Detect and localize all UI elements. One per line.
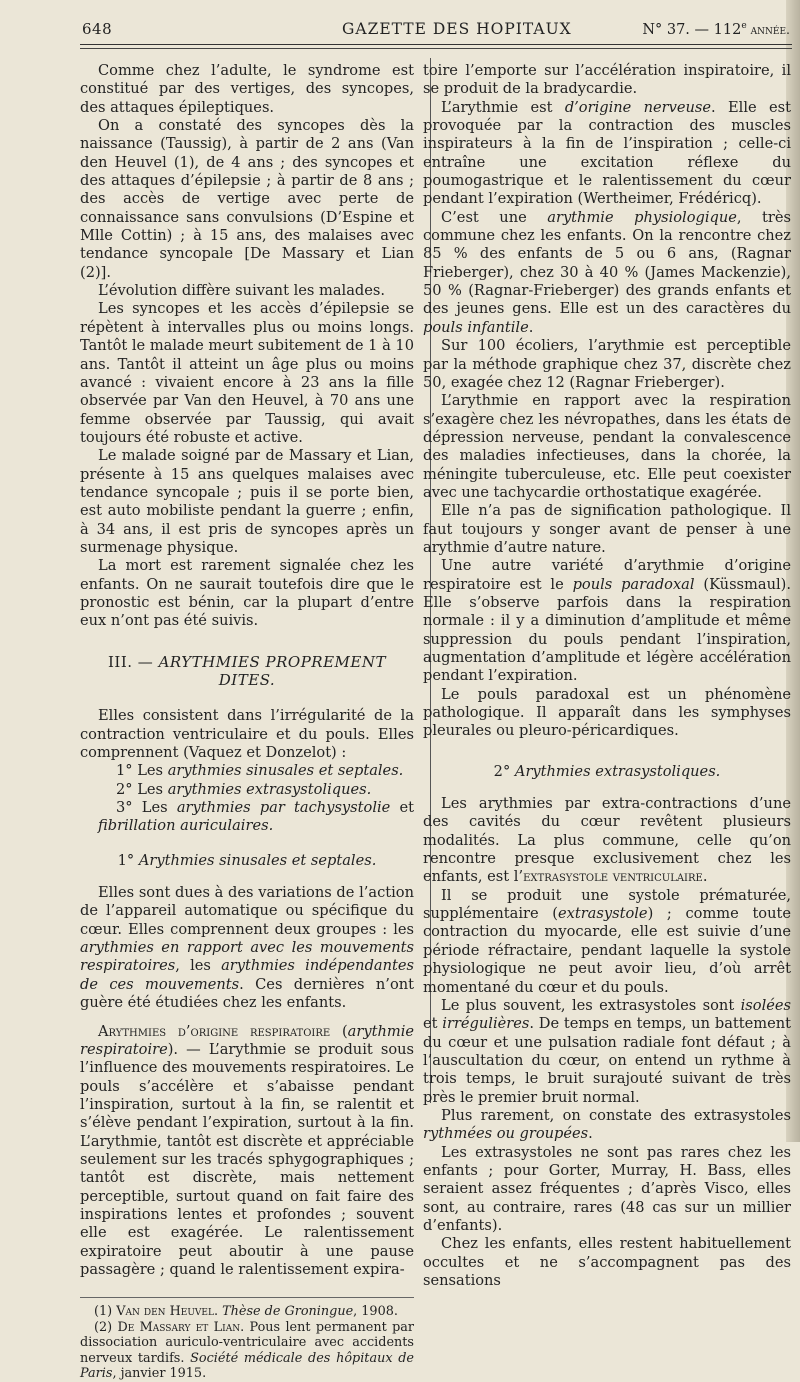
list-num: 3° Les [116, 799, 177, 817]
list-text: arythmies extrasystoliques. [167, 780, 372, 798]
journal-title: GAZETTE DES HOPITAUX [342, 20, 572, 38]
paragraph: L’évolution diffère suivant les malades. [98, 282, 386, 300]
text: extrasystole [557, 905, 648, 923]
text: L’arythmie est [441, 98, 565, 116]
text: (1) [94, 1304, 117, 1320]
subsection-heading [80, 852, 414, 870]
text: arythmie respiratoire [80, 1022, 414, 1058]
issue-year-label: année. [746, 21, 790, 37]
paragraph [423, 997, 791, 1107]
text: Plus rarement, on constate des extrasystoles [441, 1106, 791, 1124]
text: , les [175, 957, 222, 975]
footnotes [80, 1297, 414, 1382]
paragraph [423, 209, 791, 337]
list-num: 2° Les [116, 780, 168, 798]
text: . [528, 318, 534, 336]
list-text: arythmies sinusales et septales. [167, 762, 404, 780]
paragraph: La mort est rarement signalée chez les enfants. On ne saurait toutefois dire que le pronostic est bénin, car la plupart d’entre eux n’ont pas été suivis. [80, 557, 414, 630]
text: isolées [740, 996, 791, 1014]
subsection-title: Arythmies sinusales et septales. [138, 851, 377, 869]
text: , 1908. [353, 1304, 398, 1320]
paragraph: L’arythmie en rapport avec la respiration s’exagère chez les névropathes, dans les états de dépression nerveuse, pendant la convalescence des maladies infectieuses, dans la chorée, la méningite tuberculeuse, etc. Elle peut coexister avec une tachycardie orthostatique exagérée. [423, 392, 791, 501]
list-item [80, 781, 414, 799]
text: arythmie physiologique [547, 208, 737, 226]
list-text: arythmies par tachysystolie [176, 799, 391, 817]
paragraph: Elle n’a pas de signification pathologique. Il faut toujours y songer avant de penser à une arythmie d’autre nature. [423, 502, 791, 556]
paragraph [80, 884, 414, 1012]
footnote [80, 1320, 414, 1382]
paragraph: Chez les enfants, elles restent habituellement occultes et ne s’accompagnent pas des sensations [423, 1235, 791, 1289]
section-title-text: ARYTHMIES PROPREMENT DITES. [158, 652, 386, 689]
text: De Massary et Lian [117, 1319, 241, 1335]
issue-sup: e [741, 21, 747, 31]
subsection-heading [423, 763, 791, 781]
text: , janvier 1915. [112, 1366, 207, 1382]
header-rule [80, 44, 792, 45]
section-heading [80, 653, 414, 690]
text: . Pous lent permanent par dissociation auriculo-ventriculaire avec accidents nerveux tardifs. [80, 1319, 415, 1366]
paragraph [80, 1023, 414, 1280]
text: ( [330, 1022, 348, 1040]
list-text: fibrillation auriculaires. [98, 817, 274, 835]
text: . Elle est provoquée par la contraction des muscles inspirateurs à la fin de l’inspiration ; celle-ci entraîne une excitation réflexe du poumogastrique et le ralentissement du cœur pendant l’expiration (Wertheimer, Frédéricq). [423, 98, 791, 208]
text: . [702, 868, 708, 886]
text: C’est une [441, 208, 548, 226]
issue-info [642, 21, 790, 38]
text: Il se produit une systole prématurée, supplémentaire ( [423, 886, 791, 923]
paragraph: Les extrasystoles ne sont pas rares chez les enfants ; pour Gorter, Murray, H. Bass, elles seraient assez fréquentes ; d’après Visco, elles sont, au contraire, rares (48 cas sur un millier d’enfants). [423, 1143, 791, 1234]
paragraph: Elles consistent dans l’irrégularité de la contraction ventriculaire et du pouls. Elles comprennent (Vaquez et Donzelot) : [80, 707, 414, 762]
right-column [423, 62, 791, 1290]
text: ). — L’arythmie se produit sous l’influence des mouvements respiratoires. Le pouls s’accélère et s’abaisse pendant l’inspiration, surtout à la fin, se ralentit et s’élève pendant l’expiration, surtout à la fin. L’arythmie, tantôt est discrète et appréciable seulement sur les tracés sphygographiques ; tantôt est discrète, mais nettement perceptible, surtout quand on fait faire des inspirations lentes et profondes ; souvent elle est exagérée. Le ralentissement expiratoire peut aboutir à une pause passagère ; quand le ralentissement expira- [80, 1040, 414, 1278]
text: Société médicale des hôpitaux de Paris [80, 1350, 415, 1382]
text: . Ces dernières n’ont guère été étudiées chez les enfants. [80, 975, 414, 1012]
section-number: III. — [108, 652, 159, 671]
text: pouls paradoxal [572, 575, 695, 593]
text: Le plus souvent, les extrasystoles sont [441, 996, 741, 1014]
paragraph [423, 795, 791, 887]
page-number: 648 [82, 20, 113, 38]
paragraph: toire l’emporte sur l’accélération inspiratoire, il se produit de la bradycardie. [423, 62, 791, 98]
text: arythmies en rapport avec les mouvements respiratoires [80, 939, 414, 975]
list-num: 1° Les [116, 762, 168, 780]
text: Les arythmies par extra-contractions d’une des cavités du cœur revêtent plusieurs modalités. La plus commune, celle qu’on rencontre presque exclusivement chez les enfants, est l’ [423, 795, 791, 886]
text: . De temps en temps, un battement du cœur et une pulsation radiale font défaut ; à l’auscultation du cœur, on entend un rythme à trois temps, le bruit surajouté suivant de très près le premier bruit normal. [423, 1015, 792, 1106]
issue-number: N° 37. — 112 [642, 21, 742, 38]
text: rythmées ou groupées [423, 1125, 589, 1143]
text: Elles sont dues à des variations de l’action de l’appareil automatique ou spécifique du cœur. Elles comprennent deux groupes : les [80, 884, 414, 938]
paragraph: Comme chez l’adulte, le syndrome est constitué par des vertiges, des syncopes, des attaques épileptiques. [80, 62, 414, 116]
text: et [423, 1015, 443, 1033]
text: , très commune chez les enfants. On la rencontre chez 85 % des enfants de 5 ou 6 ans, (Ragnar Frieberger), chez 30 à 40 % (James Mackenzie), 50 % (Ragnar-Frieberger) des grands enfants et des jeunes gens. Elle est un des caractères du [423, 208, 791, 318]
paragraph: Les syncopes et les accès d’épilepsie se répètent à intervalles plus ou moins longs. Tantôt le malade meurt subitement de 1 à 10 ans. Tantôt il atteint un âge plus ou moins avancé : vivaient encore à 23 ans la fille observée par Van den Heuvel, à 70 ans une femme observée par Taussig, qui avait toujours été robuste et active. [80, 300, 414, 446]
text: extrasystole ventriculaire [523, 868, 703, 886]
header-rule-thin [80, 48, 792, 49]
subsection-title: Arythmies extrasystoliques. [514, 762, 721, 780]
text: . [588, 1125, 593, 1143]
paragraph: On a constaté des syncopes dès la naissance (Taussig), à partir de 2 ans (Van den Heuvel (1), de 4 ans ; des syncopes et des attaques d’épilepsie ; à partir de 8 ans ; des accès de vertige avec perte de connaissance sans convulsions (D’Espine et Mlle Cottin) ; à 15 ans, des malaises avec tendance syncopale [De Massary et Lian (2)]. [80, 117, 414, 281]
paragraph [423, 557, 791, 685]
footnote [80, 1304, 414, 1320]
paragraph [423, 1107, 791, 1144]
page-header [80, 16, 792, 44]
text: . [213, 1304, 223, 1320]
text: Thèse de Groningue [222, 1304, 354, 1320]
paragraph [423, 99, 791, 209]
paragraph [423, 887, 791, 997]
text: Arythmies d’origine respiratoire [98, 1022, 331, 1040]
text: (2) [94, 1319, 118, 1335]
text: pouls infantile [423, 318, 529, 336]
text: (Küssmaul). Elle s’observe parfois dans la respiration normale : il y a diminution d’amplitude et même suppression du pouls pendant l’inspiration, augmentation d’amplitude et légère accélération pendant l’expiration. [423, 575, 791, 685]
list-item [80, 762, 414, 780]
subsection-number: 2° [493, 762, 515, 780]
text: Van den Heuvel [116, 1304, 214, 1320]
text: arythmies indépendantes de ces mouvements [80, 957, 415, 993]
paragraph: Le pouls paradoxal est un phénomène pathologique. Il apparaît dans les symphyses pleurales ou pleuro-péricardiques. [423, 685, 791, 740]
text: irrégulières [442, 1015, 530, 1033]
text: d’origine nerveuse [564, 98, 712, 116]
left-column [80, 62, 414, 1382]
subsection-number: 1° [117, 851, 139, 869]
paragraph: Le malade soigné par de Massary et Lian, présente à 15 ans quelques malaises avec tendance syncopale ; puis il se porte bien, est auto mobiliste pendant la guerre ; enfin, à 34 ans, il est pris de syncopes après un surmenage physique. [80, 447, 414, 556]
text: ) ; comme toute contraction du myocarde, elle est suivie d’une période réfractaire, pendant laquelle la systole physiologique ne peut avoir lieu, d’où arrêt momentané du cœur et du pouls. [423, 905, 791, 996]
text: Une autre variété d’arythmie d’origine respiratoire est le [423, 557, 791, 593]
list-item [80, 799, 414, 836]
paragraph: Sur 100 écoliers, l’arythmie est perceptible par la méthode graphique chez 37, discrète chez 50, exagée chez 12 (Ragnar Frieberger). [423, 337, 791, 391]
list-text: et [390, 799, 415, 817]
